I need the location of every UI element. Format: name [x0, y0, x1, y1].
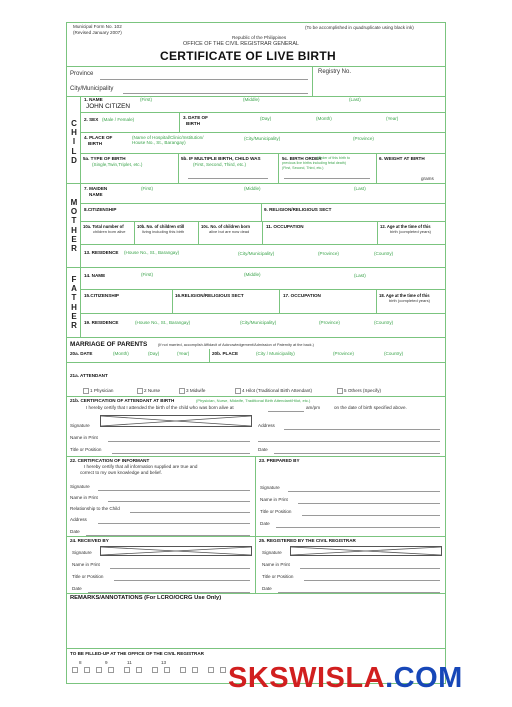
mother-residence-label: 13. RESIDENCE [84, 250, 119, 255]
middle-hint: (Middle) [244, 186, 261, 191]
divider [80, 112, 445, 113]
multiple-birth-label: 5b. IF MULTIPLE BIRTH, CHILD WAS [181, 156, 261, 161]
informant-label: 22. CERTIFICATION OF INFORMANT [70, 458, 150, 463]
received-signature-box[interactable] [100, 546, 252, 556]
mother-occupation-label: 11. OCCUPATION [266, 224, 304, 229]
attendant-title-label: Title or Position [70, 447, 102, 452]
sex-label: 2. SEX [84, 117, 99, 122]
others-checkbox[interactable] [337, 388, 343, 394]
attendant-name-label: Name in Print [70, 435, 98, 440]
informant-address-label: Address [70, 517, 87, 522]
divider [80, 203, 445, 204]
father-residence-label: 19. RESIDENCE [84, 320, 119, 325]
received-title-label: Title or Position [72, 574, 104, 579]
dob-label-2: BIRTH [186, 121, 201, 126]
day-hint: (Day) [260, 116, 272, 121]
weight-unit: grams [421, 176, 434, 181]
divider [209, 349, 210, 362]
nurse-checkbox[interactable] [137, 388, 143, 394]
mother-citizenship-label: 8.CITIZENSHIP [84, 207, 117, 212]
last-hint: (Last) [354, 273, 366, 278]
registered-name-field[interactable] [300, 568, 440, 569]
divider [66, 183, 445, 184]
divider [80, 153, 445, 154]
form-title: CERTIFICATE OF LIVE BIRTH [160, 49, 336, 63]
attendant-cert-text: I hereby certify that I attended the birth of the child who was born alive at [86, 405, 234, 410]
first-hint: (First) [141, 272, 153, 277]
sex-hint: (Male / Female) [102, 117, 135, 122]
attendant-name-field[interactable] [108, 441, 250, 442]
birth-order-hint: (Order of this birth to [317, 156, 350, 160]
informant-address-field[interactable] [98, 523, 250, 524]
office-use-label: TO BE FILLED-UP AT THE OFFICE OF THE CIVIL REGISTRAR [70, 651, 204, 656]
province-label: Province [70, 71, 94, 77]
divider [66, 267, 445, 268]
divider [134, 221, 135, 244]
multiple-birth-field[interactable] [188, 178, 268, 179]
prepared-title-field[interactable] [302, 515, 440, 516]
children-alive-label: 10a. Total number of [83, 224, 124, 229]
children-dead-label-2: alive but are now dead [209, 229, 250, 234]
father-age-label-2: birth (completed years) [389, 298, 430, 303]
first-hint: (First) [141, 186, 153, 191]
registered-label: 25. REGISTERED BY THE CIVIL REGISTRAR [259, 538, 356, 543]
father-residence-hint: (House No., St., Barangay) [135, 320, 191, 325]
province-field[interactable] [100, 79, 308, 80]
received-title-field[interactable] [114, 580, 250, 581]
midwife-checkbox[interactable] [179, 388, 185, 394]
pob-label-2: BIRTH [88, 141, 103, 146]
dob-label: 3. DATE OF [183, 115, 208, 120]
mother-age-label: 12. Age at the time of this [380, 224, 431, 229]
received-name-field[interactable] [110, 568, 250, 569]
country-hint: (Country) [384, 351, 404, 356]
time-of-birth-field[interactable] [268, 411, 304, 412]
attendant-signature-box[interactable] [100, 415, 252, 427]
children-dead-label: 10c. No. of children born [201, 224, 251, 229]
registry-number-label: Registry No. [318, 69, 352, 75]
informant-text: I hereby certify that all information supplied are true and [84, 464, 198, 469]
father-occupation-label: 17. OCCUPATION [283, 293, 321, 298]
pob-hint: (Name of Hospital/Clinic/Institution/ [132, 135, 204, 140]
birth-order-label: 5c. BIRTH ORDER [282, 156, 322, 161]
divider [312, 66, 313, 96]
father-name-label: 14. NAME [84, 273, 106, 278]
mother-residence-hint: (House No., St., Barangay) [124, 250, 180, 255]
prepared-date-label: Date [260, 521, 270, 526]
informant-name-label: Name in Print [70, 495, 98, 500]
registered-title-label: Title or Position [262, 574, 294, 579]
father-city-hint: (City/Municipality) [240, 320, 277, 325]
pob-label: 4. PLACE OF [84, 135, 113, 140]
registered-signature-label: Signature [262, 550, 282, 555]
ampm-label: am/pm [306, 405, 321, 410]
watermark-logo: SKSWISLA.COM [228, 662, 463, 694]
pob-hint-2: House No., St., Barangay) [132, 140, 186, 145]
office-label: OFFICE OF THE CIVIL REGISTRAR GENERAL [183, 41, 299, 47]
prepared-label: 23. PREPARED BY [259, 458, 300, 463]
mother-city-hint: (City/Municipality) [238, 251, 275, 256]
year-hint: (Year) [386, 116, 399, 121]
birth-order-hint-2: previous live births including fetal death) [282, 161, 346, 165]
received-signature-label: Signature [72, 550, 92, 555]
mother-religion-label: 9. RELIGION/RELIGIOUS SECT [264, 207, 332, 212]
weight-label: 6. WEIGHT AT BIRTH [379, 156, 425, 161]
code-8: 8 [79, 660, 82, 665]
marriage-title: MARRIAGE OF PARENTS [70, 341, 148, 348]
code-13: 13 [161, 660, 167, 665]
child-side-label: C H I L D [71, 119, 77, 165]
middle-hint: (Middle) [244, 272, 261, 277]
divider [80, 244, 445, 245]
informant-relationship-label: Relationship to the Child [70, 506, 120, 511]
physician-checkbox[interactable] [83, 388, 89, 394]
option-midwife: 3 Midwife [186, 388, 206, 393]
registered-date-label: Date [262, 586, 272, 591]
father-country-hint: (Country) [374, 320, 394, 325]
multiple-birth-hint: (First, Second, Third, etc.) [193, 162, 247, 167]
attendant-title-field[interactable] [112, 453, 250, 454]
divider [279, 289, 280, 313]
year-hint: (Year) [177, 351, 190, 356]
children-alive-label-2: children born alive [93, 229, 126, 234]
birth-order-hint-3: (First, Second, Third, etc.) [282, 166, 324, 170]
divider [80, 289, 445, 290]
pob-city-hint: (City/Municipality) [244, 136, 281, 141]
prepared-signature-label: Signature [260, 485, 280, 490]
city-label: City/Municipality [70, 86, 114, 92]
divider [376, 153, 377, 183]
divider [66, 536, 445, 537]
attendant-address-field-2[interactable] [258, 441, 440, 442]
type-of-birth-hint: (Single,Twin,Triplet, etc.) [92, 162, 143, 167]
divider [172, 289, 173, 313]
divider [278, 153, 279, 183]
divider [198, 221, 199, 244]
mother-country-hint: (Country) [374, 251, 394, 256]
child-name-value[interactable]: JOHN CITIZEN [86, 103, 131, 110]
divider [80, 267, 81, 337]
last-hint: (Last) [354, 186, 366, 191]
prepared-date-field[interactable] [276, 527, 440, 528]
divider [66, 648, 445, 649]
divider [255, 456, 256, 593]
mother-province-hint: (Province) [318, 251, 339, 256]
republic-label: Republic of the Philippines [232, 35, 287, 40]
father-side-label: F A T H E R [71, 275, 77, 331]
maiden-name-label-2: NAME [89, 192, 103, 197]
divider [80, 313, 445, 314]
father-religion-label: 16.RELIGION/RELIGIOUS SECT [175, 293, 244, 298]
informant-signature-field[interactable] [98, 490, 250, 491]
father-province-hint: (Province) [319, 320, 340, 325]
code-9: 9 [105, 660, 108, 665]
month-hint: (Month) [316, 116, 332, 121]
mother-side-label: M O T H E R [70, 198, 78, 254]
option-hilot: 4 Hilot (Traditional Birth Attendant) [242, 388, 313, 393]
attendant-signature-label: Signature [70, 423, 90, 428]
attendant-cert-text-2: on the date of birth specified above. [334, 405, 407, 410]
informant-name-field[interactable] [108, 501, 250, 502]
children-living-label-2: living including this birth [142, 229, 185, 234]
divider [66, 337, 445, 338]
registered-title-field[interactable] [304, 580, 440, 581]
informant-date-label: Date [70, 529, 80, 534]
divider [178, 153, 179, 183]
city-hint: (City / Municipality) [256, 351, 295, 356]
ink-instruction: (To be accomplished in quadruplicate using black ink) [305, 25, 414, 30]
prepared-signature-field[interactable] [288, 491, 440, 492]
province-hint: (Province) [333, 351, 354, 356]
children-living-label: 10b. No. of children still [137, 224, 185, 229]
day-hint: (Day) [148, 351, 160, 356]
attendant-date-label: Date [258, 447, 268, 452]
child-name-label: 1. NAME [84, 97, 103, 102]
attendant-label: 21a. ATTENDANT [70, 373, 108, 378]
prepared-name-field[interactable] [298, 503, 440, 504]
divider [377, 221, 378, 244]
prepared-name-label: Name in Print [260, 497, 288, 502]
divider [66, 396, 445, 397]
hilot-checkbox[interactable] [235, 388, 241, 394]
divider [66, 362, 445, 363]
received-label: 24. RECEIVED BY [70, 538, 109, 543]
first-hint: (First) [140, 97, 152, 102]
middle-hint: (Middle) [243, 97, 260, 102]
divider [80, 183, 81, 267]
attendant-date-field[interactable] [274, 453, 440, 454]
informant-signature-label: Signature [70, 484, 90, 489]
attendant-address-label: Address [258, 423, 275, 428]
option-physician: 1 Physician [90, 388, 114, 393]
maiden-name-label: 7. MAIDEN [84, 186, 108, 191]
birth-order-field[interactable] [284, 178, 370, 179]
received-date-label: Date [72, 586, 82, 591]
city-field[interactable] [123, 93, 308, 94]
attendant-cert-label: 21b. CERTIFICATION OF ATTENDANT AT BIRTH [70, 398, 175, 403]
pob-province-hint: (Province) [353, 136, 374, 141]
informant-text-2: correct to my own knowledge and belief. [80, 470, 162, 475]
option-others: 5 Others (Specify) [344, 388, 382, 393]
revision-date: (Revised January 2007) [73, 30, 122, 35]
attendant-cert-hint: (Physician, Nurse, Midwife, Traditional Birth Attendant/Hilot, etc.) [196, 398, 311, 403]
last-hint: (Last) [349, 97, 361, 102]
form-number: Municipal Form No. 102 [73, 24, 122, 29]
month-hint: (Month) [113, 351, 129, 356]
remarks-label: REMARKS/ANNOTATIONS (For LCRO/OCRG Use Only) [70, 595, 222, 601]
marriage-place-label: 20b. PLACE [212, 351, 239, 356]
informant-relationship-field[interactable] [130, 512, 250, 513]
code-11: 11 [127, 660, 132, 665]
mother-age-label-2: birth (completed years) [390, 229, 431, 234]
divider [179, 112, 180, 132]
divider [261, 203, 262, 221]
divider [80, 132, 445, 133]
received-name-label: Name in Print [72, 562, 100, 567]
divider [66, 66, 445, 67]
option-nurse: 2 Nurse [144, 388, 161, 393]
type-of-birth-label: 5a. TYPE OF BIRTH [83, 156, 126, 161]
divider [376, 289, 377, 313]
attendant-address-field[interactable] [284, 429, 440, 430]
prepared-title-label: Title or Position [260, 509, 292, 514]
divider [66, 593, 445, 594]
marriage-date-label: 20a. DATE [70, 351, 93, 356]
registered-name-label: Name in Print [262, 562, 290, 567]
registered-signature-box[interactable] [290, 546, 442, 556]
father-citizenship-label: 15.CITIZENSHIP [84, 293, 119, 298]
father-age-label: 18. Age at the time of this [379, 293, 430, 298]
divider [262, 221, 263, 244]
marriage-note: (If not married, accomplish Affidavit of Acknowledgement/Admission of Paternity at the back.) [158, 343, 314, 347]
